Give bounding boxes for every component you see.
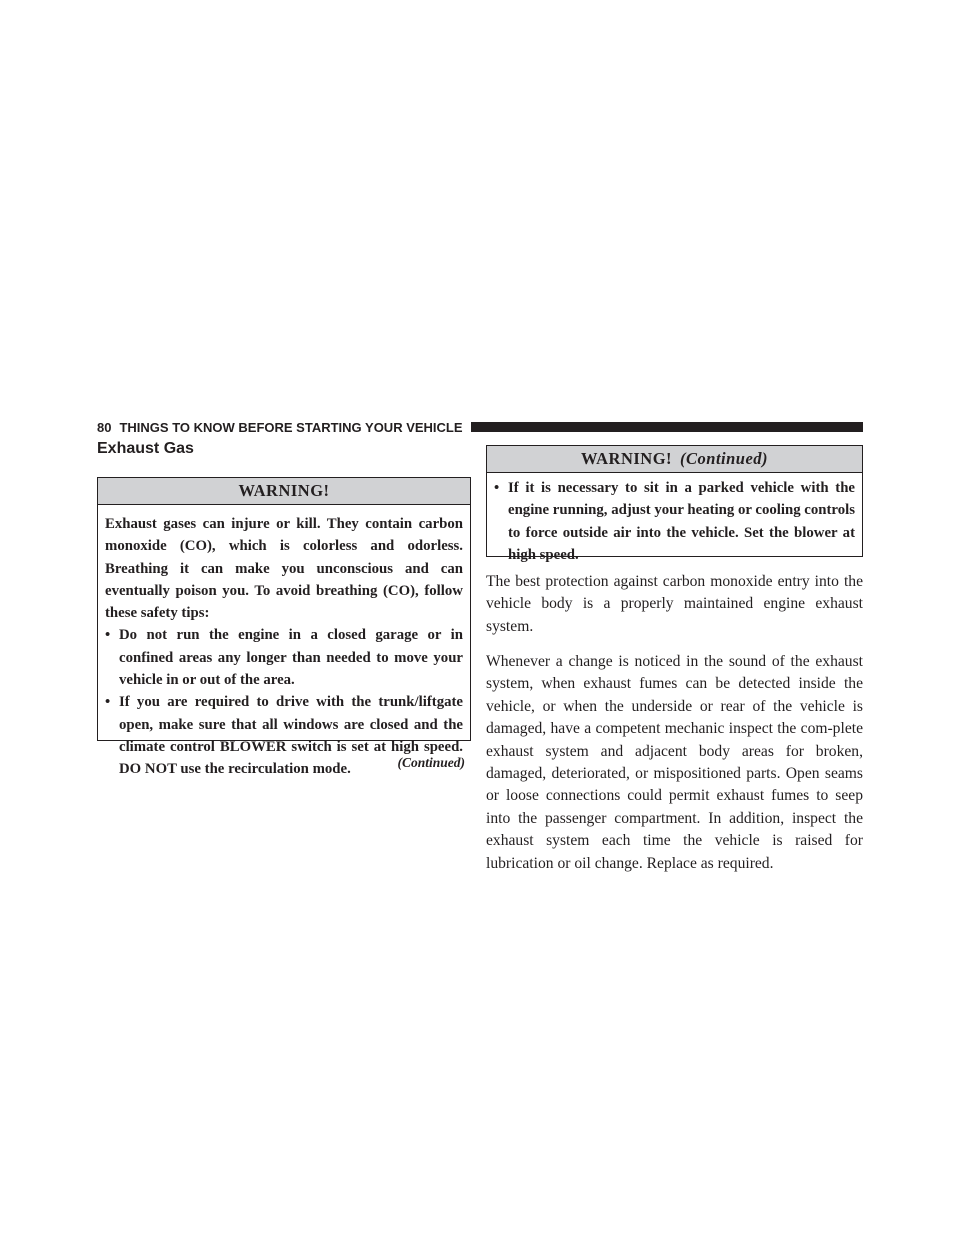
running-title: THINGS TO KNOW BEFORE STARTING YOUR VEHICLE bbox=[119, 419, 463, 435]
warning-box-continued bbox=[486, 445, 863, 563]
warning-title bbox=[487, 446, 862, 473]
warning-intro: Exhaust gases can injure or kill. They contain carbon monoxide (CO), which is colorless and odorless. Breathing it can make you unconscious and can eventually poison you. To avoid breathing (CO), follow these safety tips: bbox=[105, 516, 463, 622]
bullet-icon: • bbox=[105, 627, 111, 644]
warning-title-suffix: (Continued) bbox=[680, 449, 769, 468]
warning-list-item bbox=[105, 624, 463, 691]
page-number: 80 bbox=[97, 419, 112, 435]
section-heading: Exhaust Gas bbox=[97, 440, 194, 457]
warning-list bbox=[494, 477, 855, 566]
continued-note: (Continued) bbox=[397, 755, 465, 770]
warning-list-item-text: If you are required to drive with the trunk/liftgate open, make sure that all windows are closed and the climate control BLOWER switch is set at high speed. DO NOT use the recirculation mode. bbox=[119, 694, 463, 778]
warning-list-item-text: Do not run the engine in a closed garage or in confined areas any longer than needed to move your vehicle in or out of the area. bbox=[119, 627, 463, 689]
body-paragraph: Whenever a change is noticed in the sound of the exhaust system, when exhaust fumes can be detected inside the vehicle, or when the underside or rear of the vehicle is damaged, have a competent mechanic inspect the com-plete exhaust system and adjacent body areas for broken, damaged, deteriorated, or mispositioned parts. Open seams or loose connections could permit exhaust fumes to seep into the passenger compartment. In addition, inspect the exhaust system each time the vehicle is raised for lubrication or oil change. Replace as required. bbox=[486, 653, 863, 872]
warning-title bbox=[98, 478, 470, 505]
bullet-icon: • bbox=[494, 480, 500, 496]
body-paragraph: The best protection against carbon monoxide entry into the vehicle body is a properly maintained engine exhaust system. bbox=[486, 573, 863, 635]
warning-title-text: WARNING! bbox=[580, 449, 673, 468]
warning-title-text: WARNING! bbox=[238, 481, 330, 500]
page-header bbox=[97, 417, 863, 437]
warning-body bbox=[98, 505, 470, 781]
header-rule bbox=[471, 422, 863, 432]
warning-list-item bbox=[494, 477, 855, 566]
warning-list-item-text: If it is necessary to sit in a parked vehicle with the engine running, adjust your heating or cooling controls to force outside air into the vehicle. Set the blower at high speed. bbox=[508, 480, 855, 563]
warning-body bbox=[487, 473, 862, 566]
bullet-icon: • bbox=[105, 694, 111, 711]
